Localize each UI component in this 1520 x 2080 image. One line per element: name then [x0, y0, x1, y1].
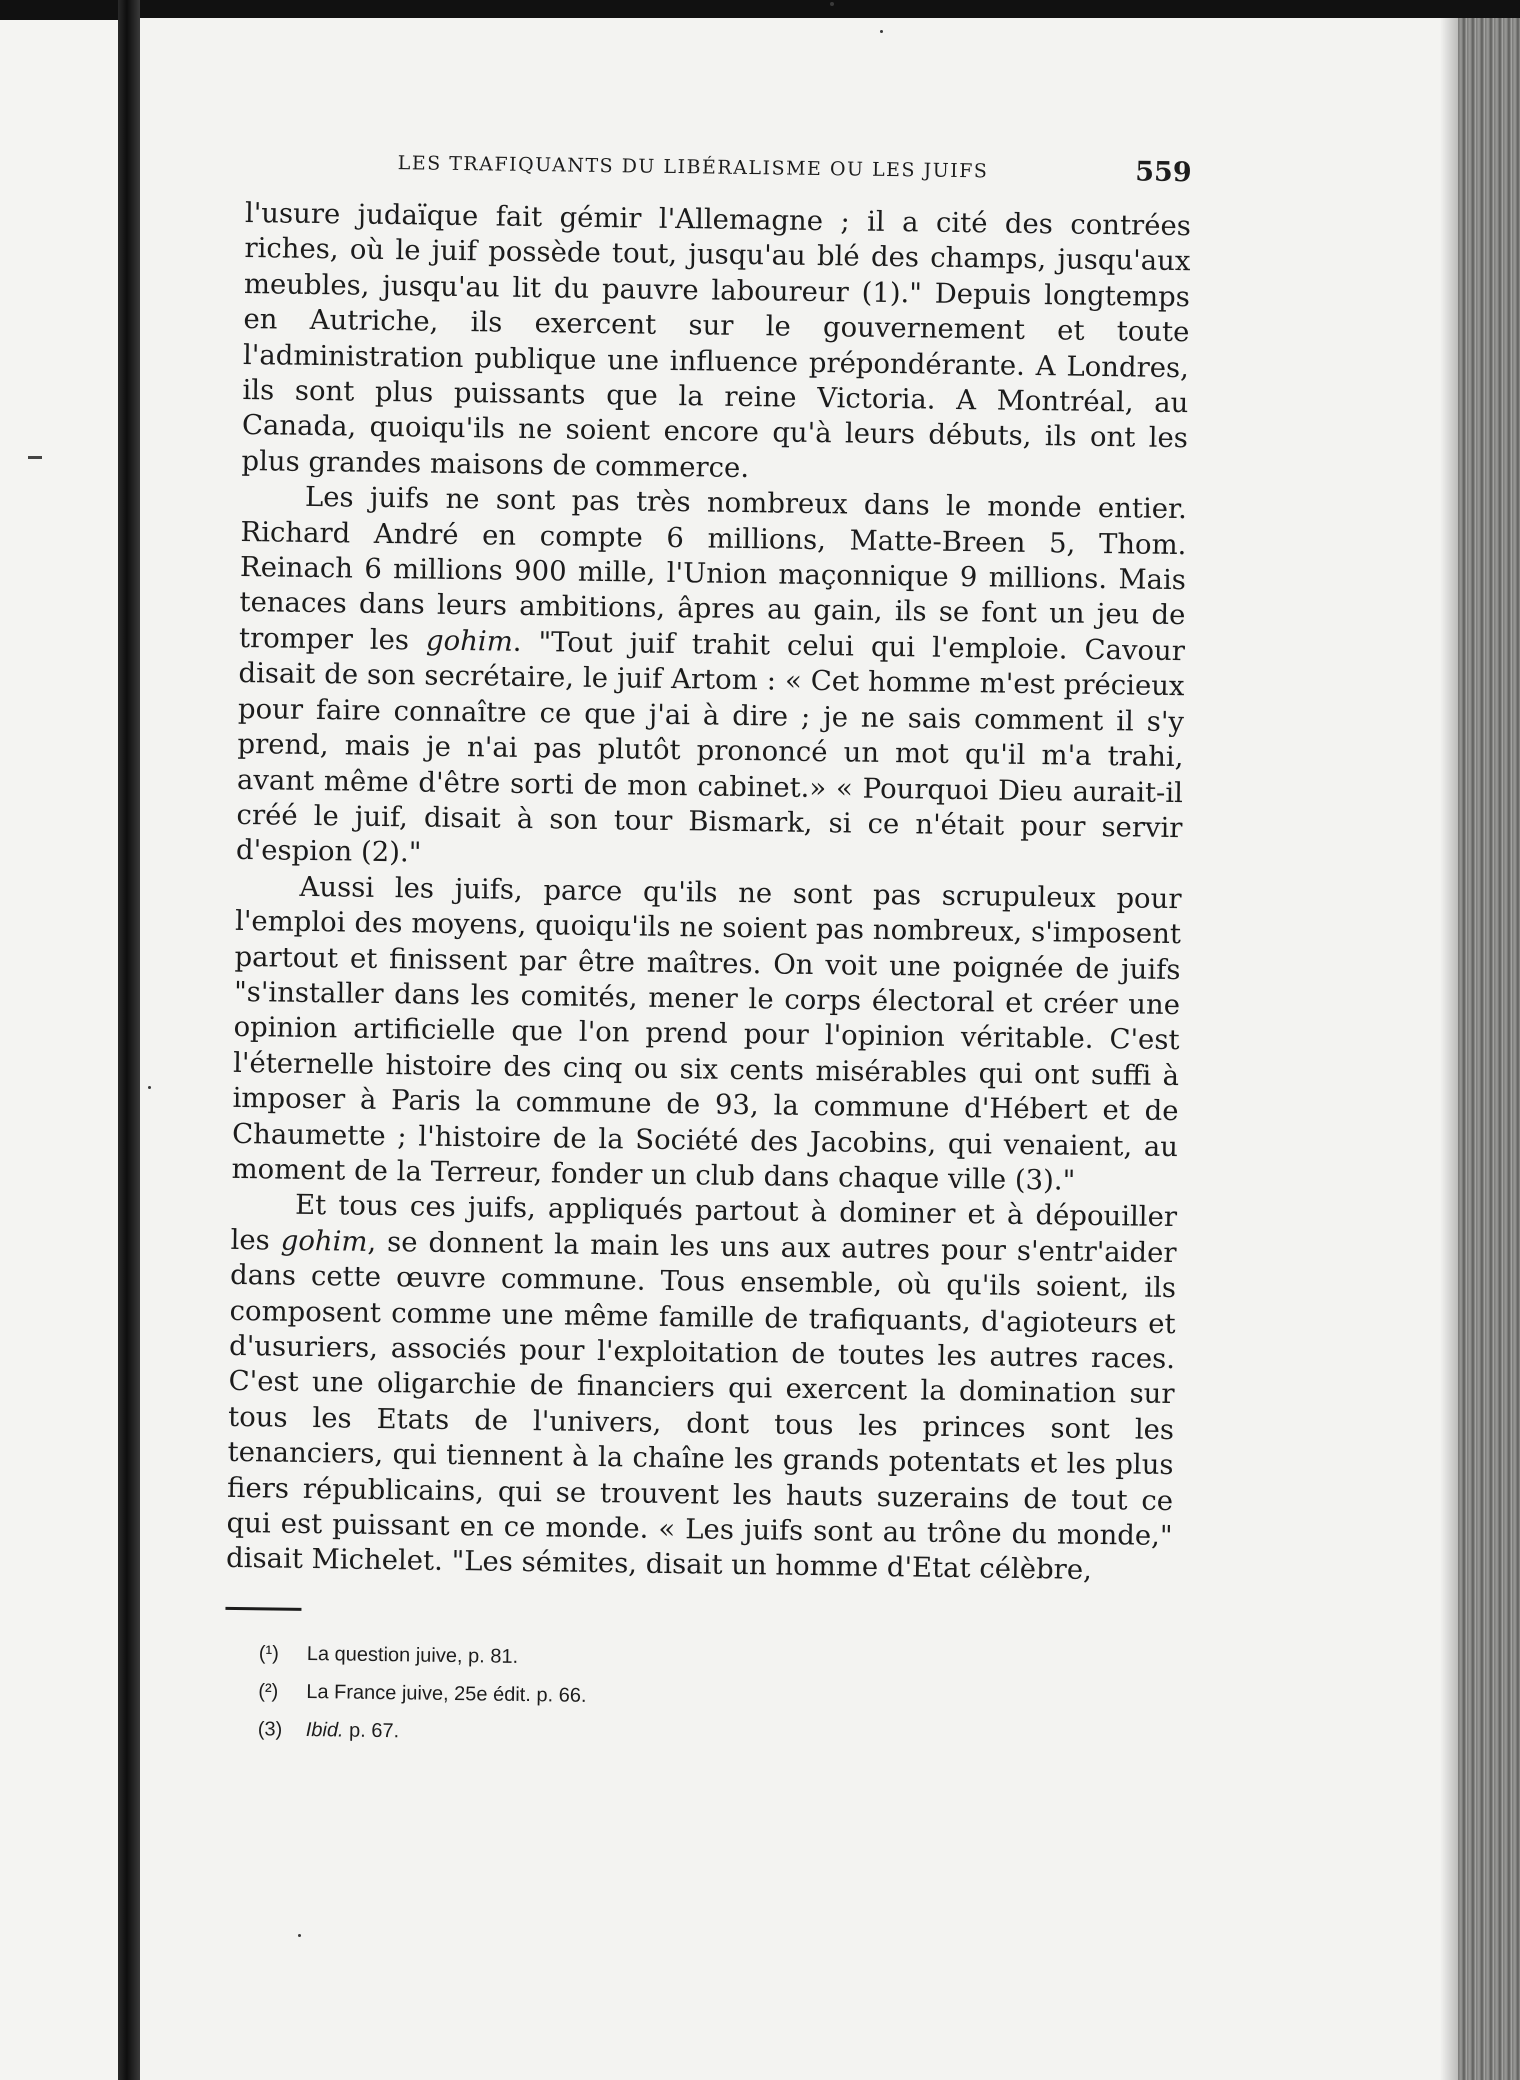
margin-mark: [28, 456, 42, 459]
paragraph-4-italic: gohim: [280, 1224, 368, 1258]
speck: [148, 1086, 151, 1089]
footnote-2-mark: (²): [258, 1680, 279, 1703]
page-text: [224, 138, 1192, 1761]
paragraph-2-italic: gohim: [425, 624, 513, 658]
paragraph-4-part-b: , se donnent la main les uns aux autres pour s'entr'aider dans cette œuvre commune. Tous ensemble, où qu'ils soient, ils composent comme une même famille de trafiquants, d'agioteurs et d'usuriers, associés pour l'exploitation de toutes les autres races. C'est une oligarchie de financiers qui exercent la domination sur tous les Etats de l'univers, dont tous les princes sont les tenanciers, qui tiennent à la chaîne les grands potentats et les plus fiers républicains, qui se trouvent les hauts suzerains de tout ce qui est puissant en ce monde. « Les juifs sont au trône du monde," disait Michelet. "Les sémites, disait un homme d'Etat célèbre,: [225, 1225, 1177, 1587]
paragraph-4: [226, 1187, 1177, 1590]
book-gutter: [118, 0, 140, 2080]
footnote-rule: [225, 1607, 301, 1611]
speck: [298, 1934, 301, 1937]
page-edge-shadow: [1440, 18, 1460, 2080]
footnote-3-italic: Ibid.: [305, 1718, 344, 1742]
paragraph-4-part-a: Et tous ces juifs, appliqués partout à dominer et à dépouiller les: [230, 1189, 1178, 1257]
left-page-margin: [0, 20, 118, 2080]
paragraph-2: [236, 479, 1187, 882]
footnote-1-text: La question juive, p. 81.: [306, 1642, 519, 1668]
speck: [880, 30, 883, 33]
paragraph-3: Aussi les juifs, parce qu'ils ne sont pas scrupuleux pour l'emploi des moyens, quoiqu'ils ne soient pas nombreux, s'imposent partout et finissent par être maîtres. On voit une poignée de juifs "s'installer dans les comités, mener le corps électoral et créer une opinion artificielle que l'on prend pour l'opinion véritable. C'est l'éternelle histoire des cinq ou six cents misérables qui ont suffi à imposer à Paris la commune de 93, la commune d'Hébert et de Chaumette ; l'histoire de la Société des Jacobins, qui venaient, au moment de la Terreur, fonder un club dans chaque ville (3).": [231, 870, 1182, 1197]
footnote-2-text: La France juive, 25e édit. p. 66.: [306, 1680, 587, 1707]
speck: [830, 2, 834, 6]
running-title: LES TRAFIQUANTS DU LIBÉRALISME OU LES JUIFS: [397, 152, 989, 183]
page-stack-edge: [1458, 18, 1520, 2080]
footnote-3-text: p. 67.: [343, 1719, 400, 1743]
paragraph-1: l'usure judaïque fait gémir l'Allemagne ; il a cité des contrées riches, où le juif possède tout, jusqu'au blé des champs, jusqu'aux meubles, jusqu'au lit du pauvre laboureur (1)." Depuis longtemps en Autriche, ils exercent sur le gouvernement et toute l'administration publique une influence prépondérante. A Londres, ils sont plus puissants que la reine Victoria. A Montréal, au Canada, quoiqu'ils ne soient encore qu'à leurs débuts, ils ont les plus grandes maisons de commerce.: [241, 196, 1192, 484]
body-text: [226, 196, 1191, 1590]
footnotes: [224, 1634, 1171, 1761]
page-number: 559: [1135, 156, 1192, 189]
footnote-3-mark: (3): [257, 1718, 283, 1741]
paragraph-2-part-b: . "Tout juif trahit celui qui l'emploie. Cavour disait de son secrétaire, le juif Artom : « Cet homme m'est précieux pour faire connaître ce que j'ai à dire ; je ne sais comment il s'y prend, mais je n'ai pas plutôt prononcé un mot qu'il m'a trahi, avant même d'être sorti de mon cabinet.» « Pourquoi Dieu aurait-il créé le juif, disait à son tour Bismark, si ce n'était pour servir d'espion (2).": [235, 625, 1186, 869]
paragraph-2-part-a: Les juifs ne sont pas très nombreux dans le monde entier. Richard André en compte 6 millions, Matte-Breen 5, Thom. Reinach 6 millions 900 mille, l'Union maçonnique 9 millions. Mais tenaces dans leurs ambitions, âpres au gain, ils se font un jeu de tromper les: [238, 481, 1188, 657]
footnote-1-mark: (¹): [258, 1642, 279, 1665]
